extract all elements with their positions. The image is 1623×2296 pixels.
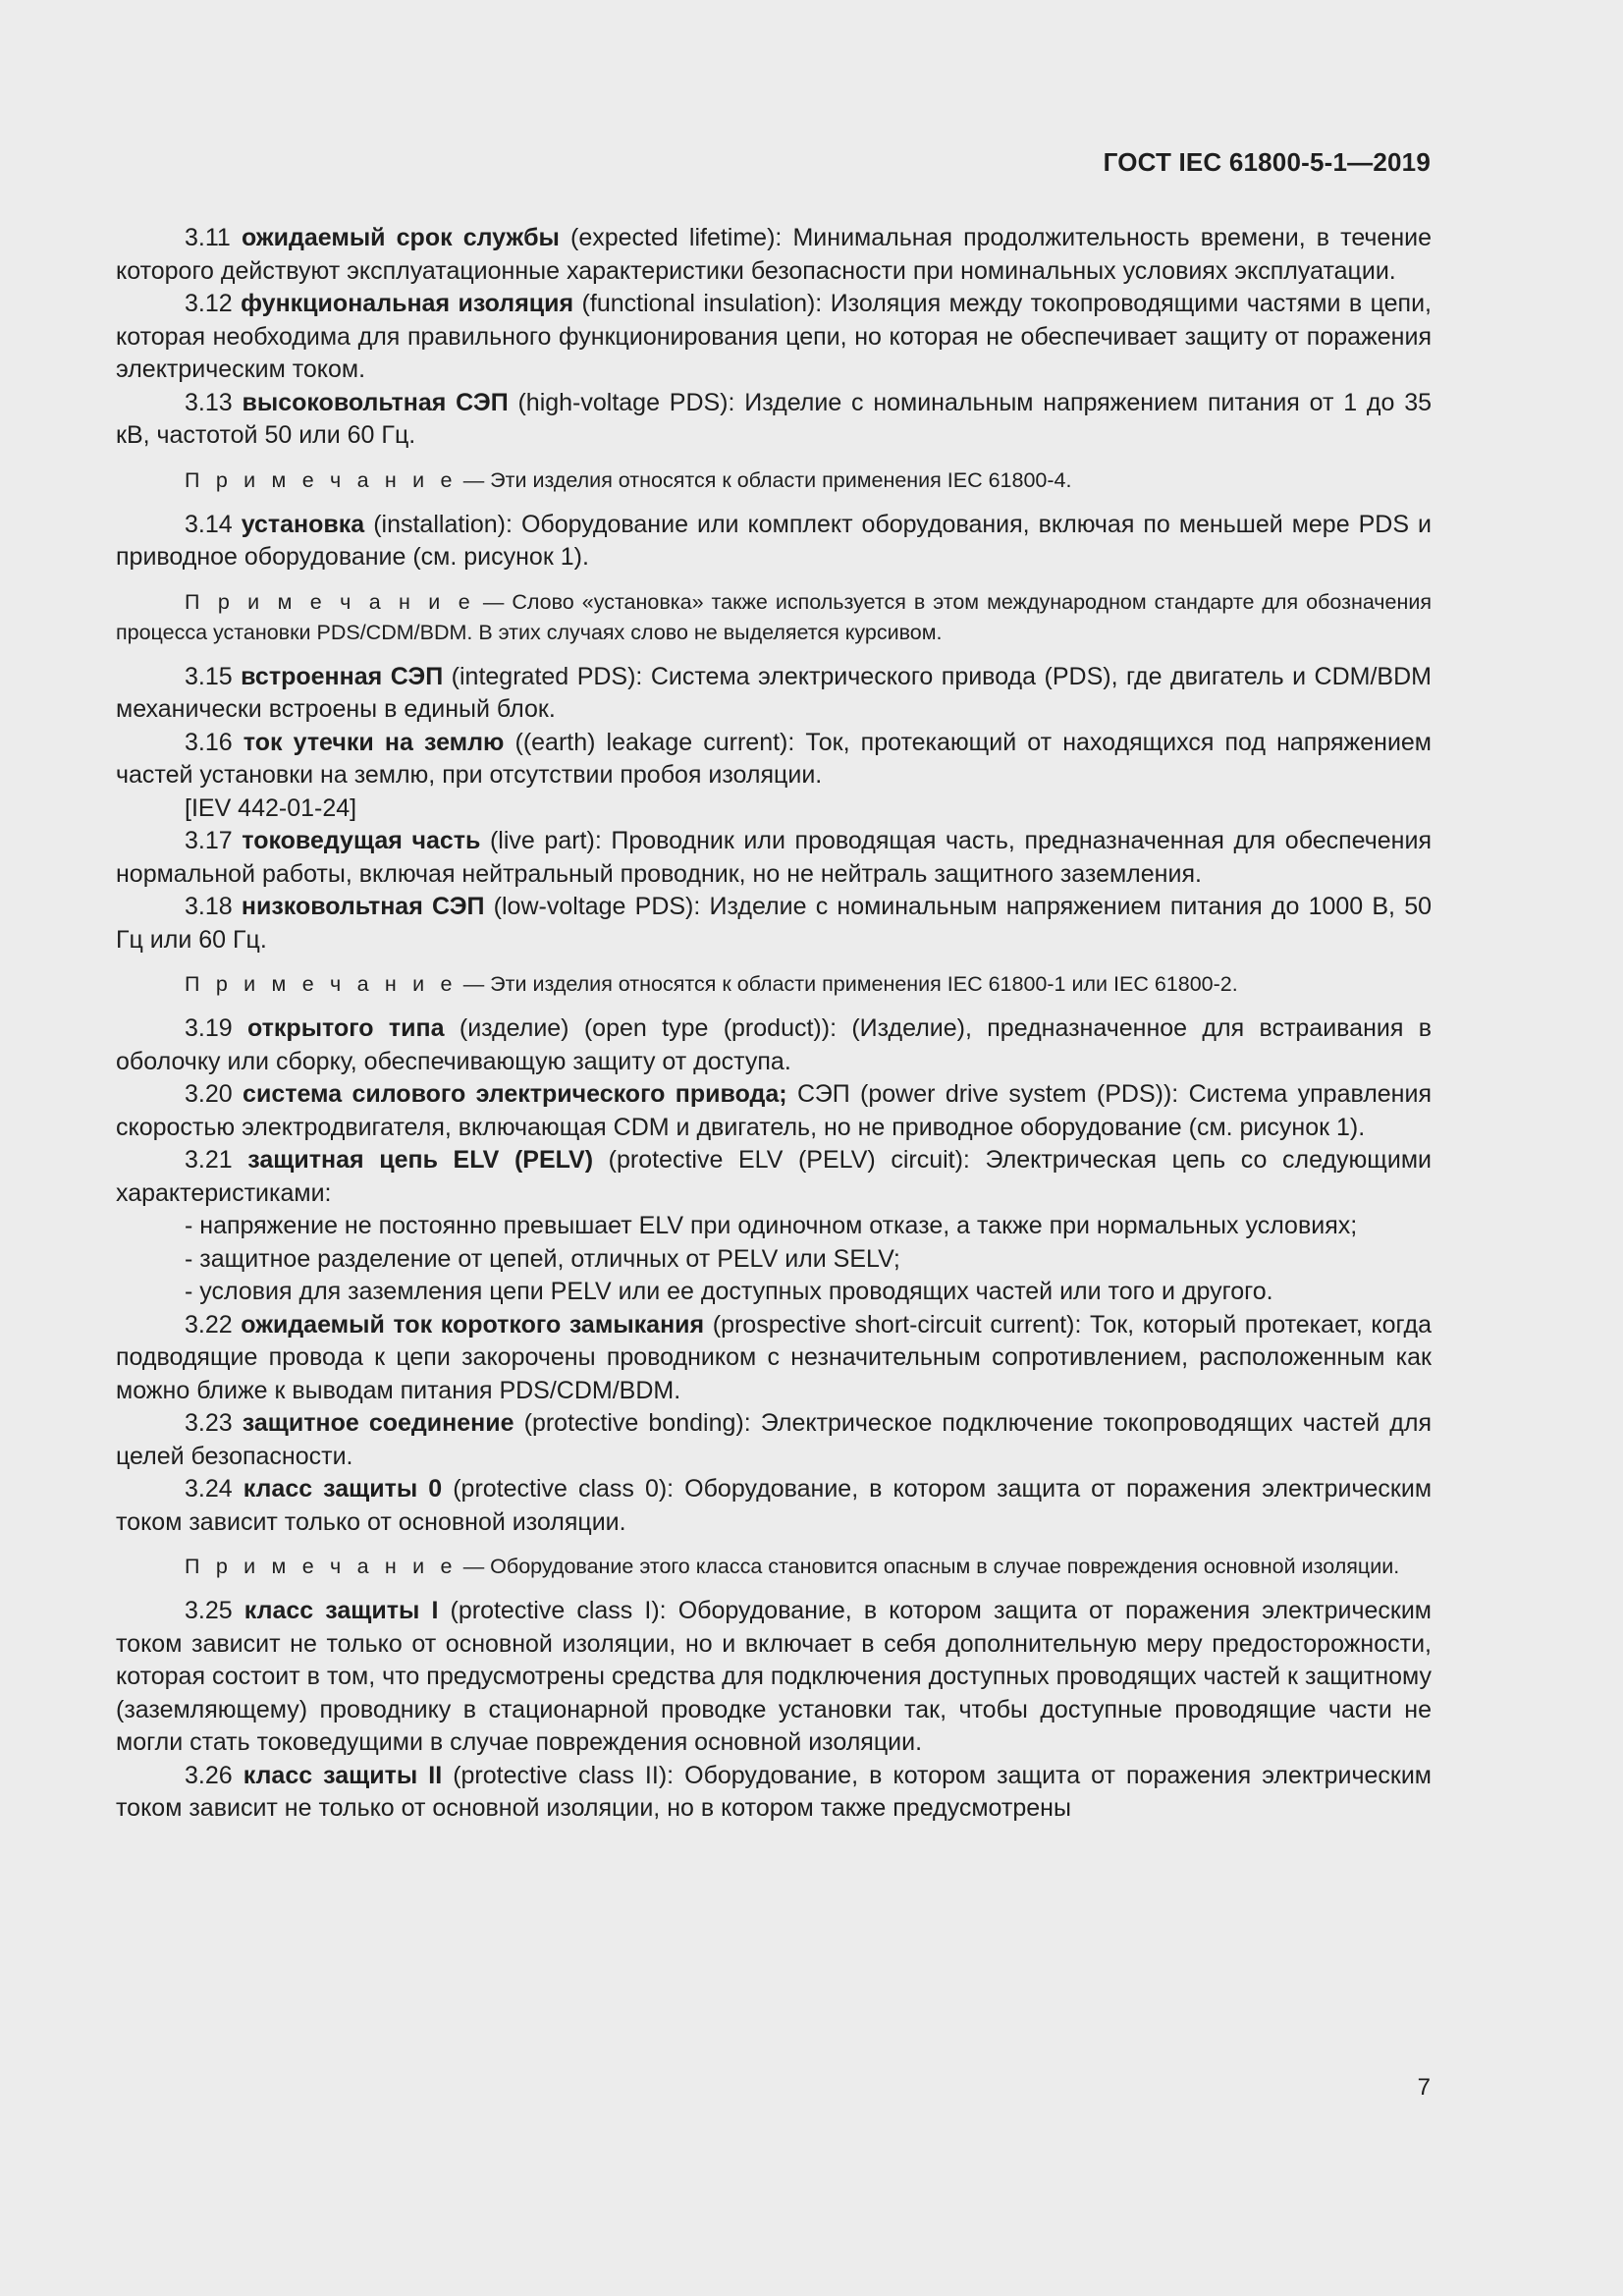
term-3-25 [116, 1595, 1432, 1760]
term-number: 3.12 [185, 290, 233, 317]
note-label: П р и м е ч а н и е [185, 467, 458, 492]
term-name: класс защиты I [243, 1597, 439, 1624]
reference-3-16: [IEV 442-01-24] [185, 793, 357, 822]
term-number: 3.14 [185, 510, 233, 538]
term-number: 3.26 [185, 1761, 233, 1789]
term-3-15 [116, 661, 1432, 727]
term-definition: (functional insulation): Изоляция между токопроводящими частями в цепи, которая необходима для правильного функционирования цепи, но которая не обеспечивает защиту от поражения электрическим током. [116, 290, 1432, 383]
term-3-22 [116, 1309, 1432, 1408]
term-name: функциональная изоляция [241, 290, 574, 317]
term-number: 3.24 [185, 1475, 233, 1503]
term-name: система силового электрического привода; [243, 1080, 787, 1108]
term-definition: (protective class 0): Оборудование, в котором защита от поражения электрическим током зависит только от основной изоляции. [116, 1475, 1433, 1536]
term-name: класс защиты II [243, 1761, 443, 1789]
page-number: 7 [1417, 2074, 1431, 2101]
term-name: ток утечки на землю [243, 728, 505, 756]
term-number: 3.20 [185, 1080, 233, 1108]
term-definition: (installation): Оборудование или комплект оборудования, включая по меньшей мере PDS и приводное оборудование (см. рисунок 1). [116, 510, 1432, 571]
term-number: 3.19 [185, 1014, 233, 1042]
note-label: П р и м е ч а н и е [185, 589, 475, 614]
term-name: токоведущая часть [242, 827, 481, 854]
term-number: 3.22 [185, 1310, 233, 1339]
term-name: высоковольтная СЭП [242, 388, 509, 416]
term-name: класс защиты 0 [243, 1475, 443, 1503]
term-number: 3.11 [185, 224, 231, 251]
note-text: — Оборудование этого класса становится опасным в случае повреждения основной изоляции. [457, 1555, 1400, 1578]
term-definition: ((earth) leakage current): Ток, протекающий от находящихся под напряжением частей установки на землю, при отсутствии пробоя изоляции. [116, 728, 1432, 789]
note-text: — Эти изделия относятся к области применения IEC 61800-1 или IEC 61800-2. [457, 972, 1238, 996]
term-3-12 [116, 288, 1432, 387]
term-number: 3.21 [185, 1146, 233, 1174]
term-name: ожидаемый срок службы [241, 224, 560, 251]
term-definition: (protective bonding): Электрическое подключение токопроводящих частей для целей безопасности. [116, 1409, 1433, 1470]
term-3-20 [116, 1078, 1432, 1144]
term-definition: (prospective short-circuit current): Ток, который протекает, когда подводящие провода к цепи закорочены проводником с незначительным сопротивлением, расположенным как можно ближе к выводам питания PDS/CDM/BDM. [116, 1310, 1432, 1404]
document-body [116, 222, 1432, 1826]
list-item: - защитное разделение от цепей, отличных от PELV или SELV; [185, 1244, 900, 1273]
term-definition: СЭП (power drive system (PDS)): Система управления скоростью электродвигателя, включающая CDM и двигатель, но не приводное оборудование (см. рисунок 1). [116, 1080, 1432, 1141]
term-name: установка [241, 510, 365, 538]
term-definition: (expected lifetime): Минимальная продолжительность времени, в течение которого действуют эксплуатационные характеристики безопасности при номинальных условиях эксплуатации. [116, 224, 1432, 285]
term-name: ожидаемый ток короткого замыкания [241, 1310, 705, 1339]
list-item: - условия для заземления цепи PELV или ее доступных проводящих частей или того и другого. [185, 1278, 1273, 1305]
note-text: — Слово «установка» также используется в этом международном стандарте для обозначения процесса установки PDS/CDM/BDM. В этих случаях слово не выделяется курсивом. [116, 589, 1432, 644]
term-number: 3.13 [185, 388, 233, 416]
term-3-23 [116, 1407, 1432, 1473]
term-definition: (high-voltage PDS): Изделие с номинальным напряжением питания от 1 до 35 кВ, частотой 50 или 60 Гц. [116, 388, 1432, 449]
term-name: встроенная СЭП [241, 662, 444, 690]
term-3-14 [116, 509, 1432, 574]
note-3-13 [116, 465, 1432, 496]
list-item: - напряжение не постоянно превышает ELV при одиночном отказе, а также при нормальных условиях; [185, 1212, 1358, 1239]
note-text: — Эти изделия относятся к области применения IEC 61800-4. [457, 467, 1072, 492]
term-3-13 [116, 387, 1432, 453]
term-definition: (protective class II): Оборудование, в котором защита от поражения электрическим током зависит не только от основной изоляции, но в котором также предусмотрены [116, 1761, 1432, 1822]
term-definition: (low-voltage PDS): Изделие с номинальным напряжением питания до 1000 В, 50 Гц или 60 Гц. [116, 893, 1433, 954]
term-name: низковольтная СЭП [241, 893, 485, 920]
note-label: П р и м е ч а н и е [185, 1555, 458, 1578]
term-3-26 [116, 1760, 1432, 1826]
note-label: П р и м е ч а н и е [185, 972, 458, 996]
term-definition: (protective ELV (PELV) circuit): Электрическая цепь со следующими характеристиками: [116, 1146, 1432, 1207]
term-number: 3.18 [185, 893, 233, 920]
term-definition: (protective class I): Оборудование, в котором защита от поражения электрическим током зависит не только от основной изоляции, но и включает в себя дополнительную меру предосторожности, которая состоит в том, что предусмотрены средства для подключения доступных проводящих частей к защитному (заземляющему) проводнику в стационарной проводке установки так, чтобы доступные проводящие части не могли стать токоведущими в случае повреждения основной изоляции. [116, 1597, 1432, 1756]
term-name: защитное соединение [242, 1409, 514, 1437]
note-3-14 [116, 587, 1432, 648]
term-number: 3.23 [185, 1409, 233, 1437]
term-number: 3.15 [185, 662, 233, 690]
term-3-21 [116, 1144, 1432, 1210]
term-definition: (live part): Проводник или проводящая часть, предназначенная для обеспечения нормальной работы, включая нейтральный проводник, но не нейтраль защитного заземления. [116, 827, 1432, 888]
term-definition: (изделие) (open type (product)): (Изделие), предназначенное для встраивания в оболочку или сборку, обеспечивающую защиту от доступа. [116, 1014, 1432, 1075]
term-name: открытого типа [247, 1014, 445, 1042]
term-3-19 [116, 1012, 1432, 1078]
term-definition: (integrated PDS): Система электрического привода (PDS), где двигатель и CDM/BDM механически встроены в единый блок. [116, 662, 1432, 723]
term-3-18 [116, 891, 1432, 957]
note-3-24 [116, 1552, 1432, 1582]
term-number: 3.25 [185, 1597, 233, 1624]
term-name: защитная цепь ELV (PELV) [247, 1146, 594, 1174]
term-3-24 [116, 1473, 1432, 1539]
term-number: 3.17 [185, 827, 233, 854]
document-code-header: ГОСТ IEC 61800-5-1—2019 [1103, 147, 1431, 177]
note-3-18 [116, 969, 1432, 1000]
term-number: 3.16 [185, 728, 233, 756]
term-3-17 [116, 825, 1432, 891]
term-3-16 [116, 727, 1432, 793]
term-3-11 [116, 222, 1432, 288]
